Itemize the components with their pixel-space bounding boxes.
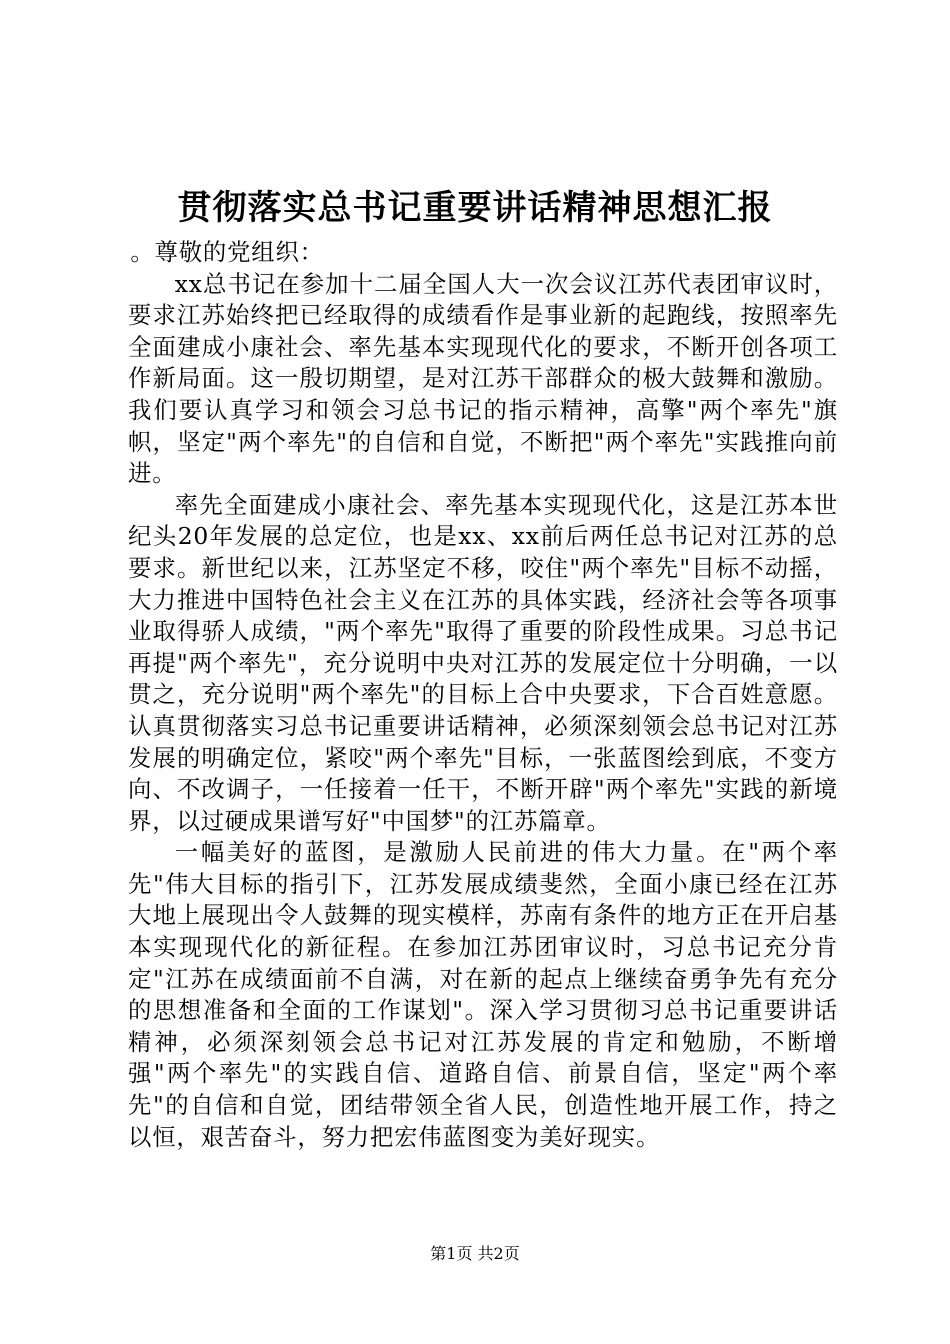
paragraph: 一幅美好的蓝图，是激励人民前进的伟大力量。在"两个率先"伟大目标的指引下，江苏发展成绩斐然，全面小康已经在江苏大地上展现出令人鼓舞的现实模样，苏南有条件的地方正在开启基本实现现代化的新征程。在参加江苏团审议时，习总书记充分肯定"江苏在成绩面前不自满，对在新的起点上继续奋勇争先有充分的思想准备和全面的工作谋划"。深入学习贯彻习总书记重要讲话精神，必须深刻领会总书记对江苏发展的肯定和勉励，不断增强"两个率先"的实践自信、道路自信、前景自信，坚定"两个率先"的自信和自觉，团结带领全省人民，创造性地开展工作，持之以恒，艰苦奋斗，努力把宏伟蓝图变为美好现实。 — [128, 838, 838, 1151]
document-title: 贯彻落实总书记重要讲话精神思想汇报 — [177, 188, 773, 228]
salutation: 。尊敬的党组织： — [130, 238, 324, 266]
page-footer: 第1页 共2页 — [430, 1244, 520, 1263]
paragraph: 率先全面建成小康社会、率先基本实现现代化，这是江苏本世纪头20年发展的总定位，也是xx、xx前后两任总书记对江苏的总要求。新世纪以来，江苏坚定不移，咬住"两个率先"目标不动摇，大力推进中国特色社会主义在江苏的具体实践，经济社会等各项事业取得骄人成绩，"两个率先"取得了重要的阶段性成果。习总书记再提"两个率先"，充分说明中央对江苏的发展定位十分明确，一以贯之，充分说明"两个率先"的目标上合中央要求，下合百姓意愿。认真贯彻落实习总书记重要讲话精神，必须深刻领会总书记对江苏发展的明确定位，紧咬"两个率先"目标，一张蓝图绘到底，不变方向、不改调子，一任接着一任干，不断开辟"两个率先"实践的新境界，以过硬成果谱写好"中国梦"的江苏篇章。 — [128, 490, 838, 835]
document-body — [128, 237, 838, 1153]
paragraph: xx总书记在参加十二届全国人大一次会议江苏代表团审议时，要求江苏始终把已经取得的成绩看作是事业新的起跑线，按照率先全面建成小康社会、率先基本实现现代化的要求，不断开创各项工作新局面。这一殷切期望，是对江苏干部群众的极大鼓舞和激励。我们要认真学习和领会习总书记的指示精神，高擎"两个率先"旗帜，坚定"两个率先"的自信和自觉，不断把"两个率先"实践推向前进。 — [128, 269, 838, 488]
